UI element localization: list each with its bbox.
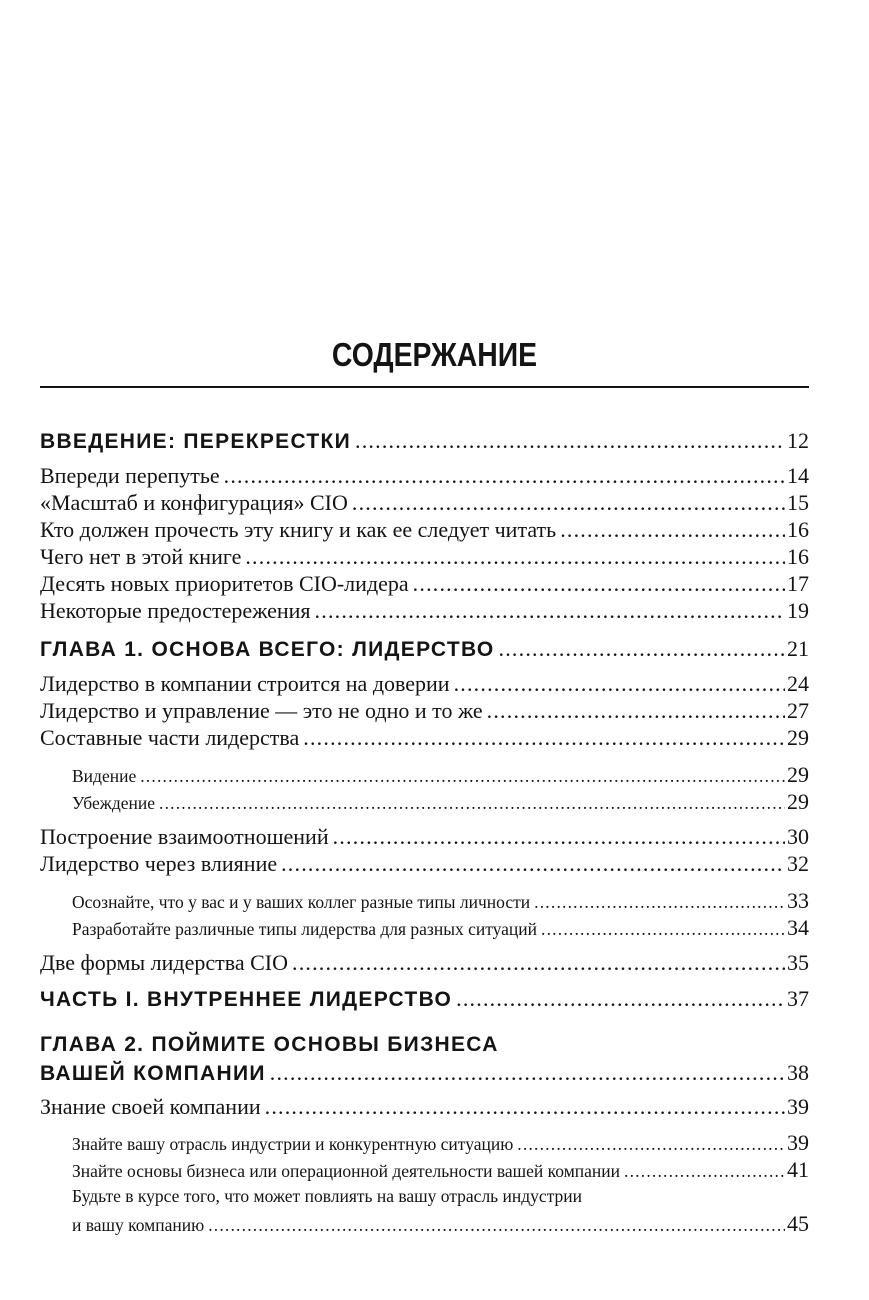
toc-entry[interactable] (40, 517, 809, 543)
toc-page-number: 35 (787, 950, 809, 975)
toc-page-number: 21 (787, 636, 809, 661)
toc-entry-label: Разработайте различные типы лидерства для разных ситуаций (72, 919, 538, 939)
toc-leader-dots (355, 428, 785, 454)
toc-entry-label: Осознайте, что у вас и у ваших коллег разные типы личности (72, 892, 531, 912)
toc-page-number: 39 (787, 1130, 809, 1155)
toc-leader-dots (315, 598, 785, 624)
toc-entry-part-1[interactable] (40, 986, 809, 1012)
toc-leader-dots (454, 671, 785, 697)
toc-entry-label: ВВЕДЕНИЕ: ПЕРЕКРЕСТКИ (40, 430, 352, 453)
toc-page-number: 29 (787, 725, 809, 750)
title-rule (40, 386, 809, 388)
toc-entry-chapter-2[interactable] (40, 1060, 809, 1086)
toc-entry-label: Составные части лидерства (40, 725, 300, 750)
toc-entry-label: и вашу компанию (72, 1215, 205, 1235)
toc-leader-dots (352, 490, 785, 516)
toc-entry[interactable] (40, 950, 809, 976)
toc-entry-chapter-2-line1[interactable]: ГЛАВА 2. ПОЙМИТЕ ОСНОВЫ БИЗНЕСА (40, 1033, 499, 1056)
toc-subentry[interactable] (72, 915, 809, 941)
toc-leader-dots (224, 463, 785, 489)
toc-page-number: 39 (787, 1094, 809, 1119)
toc-page-number: 29 (787, 789, 809, 814)
toc-page-number: 14 (787, 463, 809, 488)
toc-page-number: 27 (787, 698, 809, 723)
toc-entry-label: Чего нет в этой книге (40, 544, 242, 569)
toc-entry[interactable] (40, 490, 809, 516)
toc-entry-label: Видение (72, 766, 137, 786)
toc-entry[interactable] (40, 725, 809, 751)
toc-subentry[interactable] (72, 1130, 809, 1156)
toc-leader-dots (333, 824, 785, 850)
toc-leader-dots (208, 1215, 785, 1236)
toc-entry[interactable] (40, 698, 809, 724)
toc-leader-dots (281, 851, 785, 877)
toc-entry-label: Две формы лидерства CIO (40, 950, 288, 975)
toc-entry-label: Десять новых приоритетов CIO-лидера (40, 571, 409, 596)
toc-entry-label: «Масштаб и конфигурация» CIO (40, 490, 348, 515)
toc-entry-label: ВАШЕЙ КОМПАНИИ (40, 1062, 266, 1085)
toc-page-number: 34 (787, 915, 809, 940)
toc-leader-dots (245, 544, 785, 570)
toc-leader-dots (487, 698, 785, 724)
toc-leader-dots (541, 919, 785, 940)
toc-page-number: 32 (787, 851, 809, 876)
toc-subentry[interactable] (72, 762, 809, 788)
toc-page-number: 19 (787, 598, 809, 623)
toc-entry-introduction[interactable] (40, 428, 809, 454)
toc-page-number: 37 (787, 986, 809, 1011)
toc-entry-label: Некоторые предостережения (40, 598, 311, 623)
toc-leader-dots (292, 950, 785, 976)
toc-page-number: 15 (787, 490, 809, 515)
toc-subentry[interactable] (72, 1157, 809, 1183)
toc-page-number: 38 (787, 1060, 809, 1085)
toc-entry-label: Знайте основы бизнеса или операционной деятельности вашей компании (72, 1161, 621, 1181)
toc-entry[interactable] (40, 1094, 809, 1120)
toc-entry-chapter-1[interactable] (40, 636, 809, 662)
toc-entry-label: Кто должен прочесть эту книгу и как ее следует читать (40, 517, 557, 542)
toc-page-number: 17 (787, 571, 809, 596)
toc-leader-dots (624, 1161, 785, 1182)
toc-leader-dots (159, 793, 785, 814)
toc-subentry-line1[interactable]: Будьте в курсе того, что может повлиять на вашу отрасль индустрии (72, 1186, 583, 1206)
toc-subentry[interactable] (72, 789, 809, 815)
toc-entry-label: Построение взаимоотношений (40, 824, 329, 849)
toc-leader-dots (517, 1134, 785, 1155)
toc-leader-dots (413, 571, 785, 597)
toc-leader-dots (456, 986, 785, 1012)
toc-entry-label: Впереди перепутье (40, 463, 220, 488)
toc-leader-dots (560, 517, 785, 543)
toc-entry[interactable] (40, 851, 809, 877)
toc-entry-label: ГЛАВА 1. ОСНОВА ВСЕГО: ЛИДЕРСТВО (40, 638, 495, 661)
toc-page-number: 12 (787, 428, 809, 453)
toc-leader-dots (534, 892, 785, 913)
toc-entry[interactable] (40, 544, 809, 570)
toc-entry-label: Лидерство через влияние (40, 851, 278, 876)
toc-entry-label: Знание своей компании (40, 1094, 261, 1119)
toc-leader-dots (303, 725, 785, 751)
toc-entry-label: Знайте вашу отрасль индустрии и конкурентную ситуацию (72, 1134, 514, 1154)
toc-page-number: 16 (787, 544, 809, 569)
toc-entry[interactable] (40, 598, 809, 624)
toc-page-number: 24 (787, 671, 809, 696)
toc-entry[interactable] (40, 824, 809, 850)
toc-subentry[interactable] (72, 888, 809, 914)
toc-page-number: 45 (787, 1211, 809, 1236)
toc-subentry[interactable] (72, 1211, 809, 1237)
toc-page-number: 16 (787, 517, 809, 542)
toc-entry-label: ЧАСТЬ I. ВНУТРЕННЕЕ ЛИДЕРСТВО (40, 988, 453, 1011)
toc-page-number: 33 (787, 888, 809, 913)
toc-page-number: 29 (787, 762, 809, 787)
toc-entry-label: Лидерство и управление — это не одно и то же (40, 698, 483, 723)
toc-entry[interactable] (40, 571, 809, 597)
toc-entry[interactable] (40, 463, 809, 489)
toc-entry-label: Убеждение (72, 793, 155, 813)
page-title: СОДЕРЖАНИЕ (331, 336, 538, 373)
toc-page-number: 30 (787, 824, 809, 849)
toc-leader-dots (499, 636, 785, 662)
toc-leader-dots (265, 1094, 785, 1120)
toc-page-number: 41 (787, 1157, 809, 1182)
toc-leader-dots (270, 1060, 785, 1086)
toc-entry-label: Лидерство в компании строится на доверии (40, 671, 450, 696)
toc-leader-dots (140, 766, 785, 787)
toc-entry[interactable] (40, 671, 809, 697)
